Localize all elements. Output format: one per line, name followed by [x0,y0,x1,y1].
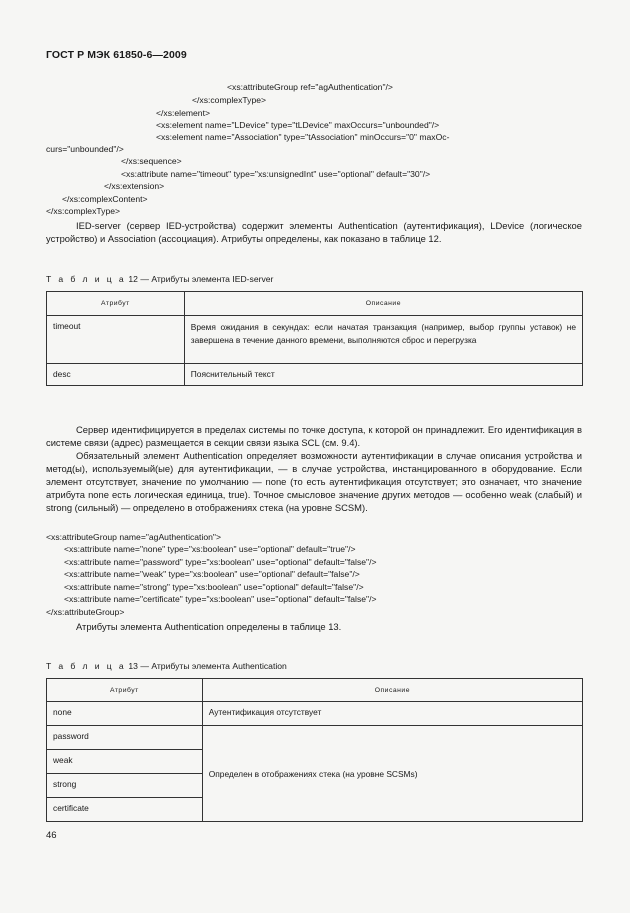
paragraph [46,423,582,449]
code-line: </xs:sequence> [121,156,182,166]
table-caption [46,274,273,284]
table-cell: password [47,726,203,750]
code-line: <xs:attributeGroup ref="agAuthentication"/> [227,82,393,92]
code-line: </xs:extension> [104,181,165,191]
code-line: <xs:attributeGroup name="agAuthentication"> [46,532,221,542]
paragraph-text: IED-server (сервер IED-устройства) содержит элементы Authentication (аутентификация), LDevice (логическое устройство) и Association (ассоциация). Атрибуты определены, как показано в таблице 12. [46,220,582,245]
code-line: <xs:element name="Association" type="tAssociation" minOccurs="0" maxOc- [156,132,450,142]
paragraph [46,620,582,633]
code-line: </xs:complexType> [46,206,121,216]
table-row [47,702,583,726]
code-line: </xs:element> [156,108,210,118]
code-line: <xs:attribute name="timeout" type="xs:unsignedInt" use="optional" default="30"/> [121,169,431,179]
table-header: Атрибут [47,679,203,702]
code-line: </xs:complexType> [192,95,267,105]
table-cell: timeout [47,316,185,364]
caption-text: 12 — Атрибуты элемента IED-server [126,274,274,284]
paragraph-text: Сервер идентифицируется в пределах системы по точке доступа, к которой он принадлежит. Его идентификация в системе связи (адрес) размещается в секции связи языка SCL (см. 9.4). [46,424,582,449]
code-line: </xs:complexContent> [62,194,148,204]
code-line: <xs:attribute name="weak" type="xs:boolean" use="optional" default="false"/> [64,569,360,579]
table-cell: Время ожидания в секундах: если начатая транзакция (например, выбор группы уставок) не завершена в течение данного времени, выполняются сброс и перегрузка [184,316,582,364]
code-line: <xs:attribute name="strong" type="xs:boolean" use="optional" default="false"/> [64,582,364,592]
table-13 [46,678,583,822]
table-cell: certificate [47,798,203,822]
table-row [47,316,583,364]
paragraph-text: Обязательный элемент Authentication определяет возможности аутентификации в случае описания устройства и метод(ы), используемый(ые) для аутентификации, — в случае устройства, инстанцированного в оборудование. Если элемент отсутствует, значение по умолчанию — none (то есть аутентификация отсутствует; это означает, что значение атрибута none есть логическая единица, true). Точное смысловое значение других методов — особенно weak (слабый) и strong (сильный) — определено в отображениях стека (на уровне SCSM). [46,450,582,514]
table-row [47,726,583,750]
page-number: 46 [46,830,57,841]
table-cell-merged: Определен в отображениях стека (на уровне SCSMs) [202,726,582,822]
caption-text: 13 — Атрибуты элемента Authentication [126,661,287,671]
code-line: <xs:attribute name="password" type="xs:boolean" use="optional" default="false"/> [64,557,377,567]
code-line: curs="unbounded"/> [46,144,124,154]
table-header: Атрибут [47,292,185,316]
table-cell: strong [47,774,203,798]
code-line: <xs:attribute name="certificate" type="xs:boolean" use="optional" default="false"/> [64,594,377,604]
table-cell: desc [47,364,185,386]
table-cell: none [47,702,203,726]
code-line: <xs:attribute name="none" type="xs:boolean" use="optional" default="true"/> [64,544,356,554]
table-header: Описание [202,679,582,702]
code-line: <xs:element name="LDevice" type="tLDevice" maxOccurs="unbounded"/> [156,120,440,130]
table-cell: weak [47,750,203,774]
table-row [47,364,583,386]
table-12 [46,291,583,386]
table-caption [46,661,287,671]
code-line: </xs:attributeGroup> [46,607,125,617]
document-header: ГОСТ Р МЭК 61850-6—2009 [46,49,187,61]
paragraph [46,449,582,514]
caption-prefix: Т а б л и ц а [46,274,126,284]
table-cell: Пояснительный текст [184,364,582,386]
table-cell: Аутентификация отсутствует [202,702,582,726]
table-header: Описание [184,292,582,316]
caption-prefix: Т а б л и ц а [46,661,126,671]
paragraph-text: Атрибуты элемента Authentication определены в таблице 13. [76,621,342,632]
paragraph [46,219,582,245]
